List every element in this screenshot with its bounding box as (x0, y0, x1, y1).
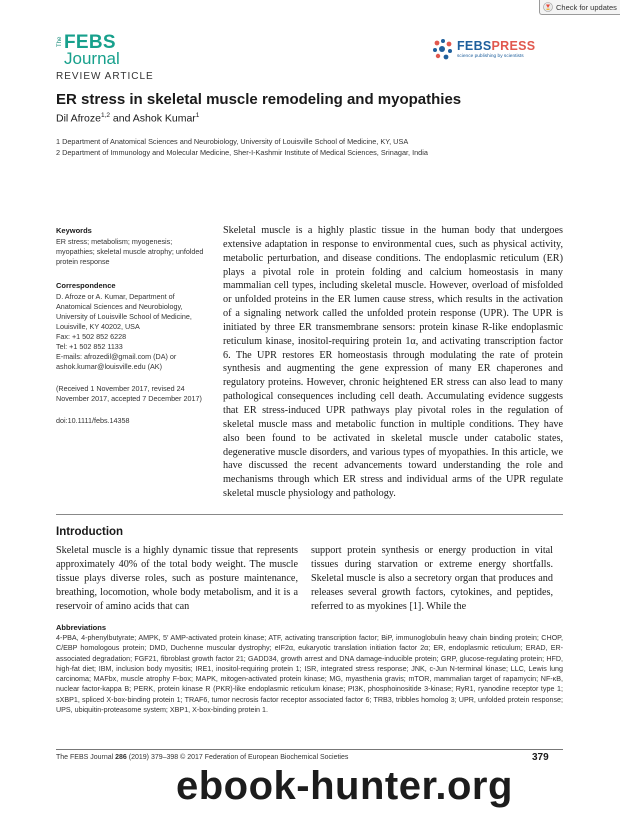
affiliation-1: 1 Department of Anatomical Sciences and Neurobiology, University of Louisville School of Medicine, KY, USA (56, 137, 409, 146)
author-affiliation-sup: 1 (195, 112, 200, 119)
check-updates-label: Check for updates (556, 2, 617, 12)
correspondence-text: D. Afroze or A. Kumar, Department of Anatomical Sciences and Neurobiology, University of Louisville School of Medicine, Louisville, KY 40202, USA Fax: +1 502 852 6228 Tel: +1 502 852 1133 E-mails: afrozedil@gmail.com (DA) or ashok.kumar@louisville.edu (AK) (56, 292, 192, 371)
keywords-heading: Keywords (56, 226, 92, 235)
article-title: ER stress in skeletal muscle remodeling and myopathies (56, 91, 462, 108)
author-name: Dil Afroze (56, 112, 101, 125)
author-list (56, 112, 199, 125)
introduction-heading: Introduction (56, 526, 124, 538)
author-affiliation-sup: 1,2 (100, 112, 110, 119)
footer-volume: 286 (115, 754, 127, 761)
watermark: ebook-hunter.org (176, 764, 513, 808)
febs-journal-logo (56, 33, 122, 67)
introduction-column-right: support protein synthesis or energy production in vital tissues during starvation or extreme energy shortfalls. Skeletal muscle is also a secretory organ that produces and releases several growth factors, cytokines, and peptides, referred to as myokines [1]. While the (311, 545, 553, 612)
abbreviations-text: 4-PBA, 4-phenylbutyrate; AMPK, 5′ AMP-activated protein kinase; ATF, activating transcription factor; BiP, immunoglobulin heavy chain binding protein; CHOP, C/EBP homologous protein; DMD, Duchenne muscular dystrophy; eIF2α, eukaryotic translation initiation factor 2α; ER, endoplasmic reticulum; ERAD, ER-associated degradation; FGF21, fibroblast growth factor 21; GADD34, growth arrest and DNA damage-inducible protein; GRP, glucose-regulating protein; HFD, high-fat diet; IBM, inclusion body myositis; IRE1, inositol-requiring protein 1; ISR, integrated stress response; JNK, c-Jun N-terminal kinase; LLC, Lewis lung carcinoma; MAFbx, muscle atrophy F-box; MAPK, mitogen-activated protein kinase; MG, myasthenia gravis; mTOR, mammalian target of rapamycin; NF-κB, nuclear factor-kappa B; PERK, protein kinase R (PKR)-like endoplasmic reticulum kinase; PI3K, phosphoinositide 3-kinase; RyR1, ryanodine receptor type 1; sXBP1, spliced X-box-binding protein 1; TRAF6, tumor necrosis factor receptor associated factor 6; TRB3, tribbles homolog 3; UPR, unfolded protein response; UPS, ubiquitin-proteasome system; XBP1, X-box-binding protein 1. (56, 634, 563, 715)
doi-link[interactable]: doi:10.1111/febs.14358 (56, 416, 130, 425)
affiliation-2: 2 Department of Immunology and Molecular Medicine, Sher-I-Kashmir Institute of Medical Sciences, Srinagar, India (56, 148, 428, 157)
footer-journal: The FEBS Journal (56, 754, 116, 761)
footer-divider (56, 749, 563, 750)
abstract-text: Skeletal muscle is a highly plastic tissue in the human body that undergoes extensive adaptation in response to environmental cues, such as physical activity, metabolic perturbation, and disease conditions. The endoplasmic reticulum (ER) plays a pivotal role in protein folding and calcium homeostasis in many mammalian cell types, including skeletal muscle. However, overload of misfolded or unfolded proteins in the ER lumen cause stress, which results in the activation of a signaling network called the unfolded protein response (UPR). The UPR is initiated by three ER transmembrane sensors: protein kinase R-like endoplasmic reticulum kinase, inositol-requiring protein 1α, and activating transcription factor 6. The UPR restores ER homeostasis through modulating the rate of protein synthesis and augmenting the gene expression of many ER chaperones and regulatory proteins. However, chronic heightened ER stress can also lead to many pathological consequences including cell death. Accumulating evidence suggests that ER stress-induced UPR pathways play pivotal roles in the regulation of skeletal muscle mass and metabolic function in multiple conditions. They have also been found to be activated in skeletal muscle under catabolic states, degenerative muscle disorders, and various types of myopathies. In this article, we have discussed the recent advancements toward understanding the role and mechanisms through which ER stress and individual arms of the UPR regulate skeletal muscle physiology and pathology. (223, 225, 563, 500)
press-press-text: PRESS (491, 39, 536, 53)
febs-press-logo (431, 37, 541, 67)
article-type-label: REVIEW ARTICLE (56, 71, 154, 82)
introduction-column-left: Skeletal muscle is a highly dynamic tissue that represents approximately 40% of the total body weight. The muscle tissue plays diverse roles, such as posture maintenance, breathing, locomotion, whole body metabolism, and it is a reservoir of amino acids that can (56, 545, 298, 612)
footer-citation (56, 754, 348, 761)
journal-logo-journal: Journal (64, 49, 120, 68)
author-name: Ashok Kumar (132, 112, 196, 125)
check-for-updates-button[interactable] (539, 0, 620, 15)
press-febs-text: FEBS (457, 39, 492, 53)
check-updates-icon (543, 2, 553, 12)
section-divider (56, 514, 563, 515)
journal-logo-the: The (57, 36, 63, 47)
page-number: 379 (532, 752, 549, 763)
received-dates: (Received 1 November 2017, revised 24 November 2017, accepted 7 December 2017) (56, 384, 202, 403)
abbreviations-heading: Abbreviations (56, 623, 107, 632)
febs-press-dots-icon (431, 37, 455, 61)
febs-press-wordmark (457, 39, 535, 53)
keywords-text: ER stress; metabolism; myogenesis; myopathies; skeletal muscle atrophy; unfolded protein response (56, 237, 204, 266)
press-tagline: science publishing by scientists (457, 54, 524, 59)
correspondence-heading: Correspondence (56, 281, 116, 290)
journal-logo-febs: FEBS (64, 32, 116, 53)
footer-copyright: (2019) 379–398 © 2017 Federation of European Biochemical Societies (126, 754, 349, 761)
author-conjunction: and (109, 112, 133, 125)
